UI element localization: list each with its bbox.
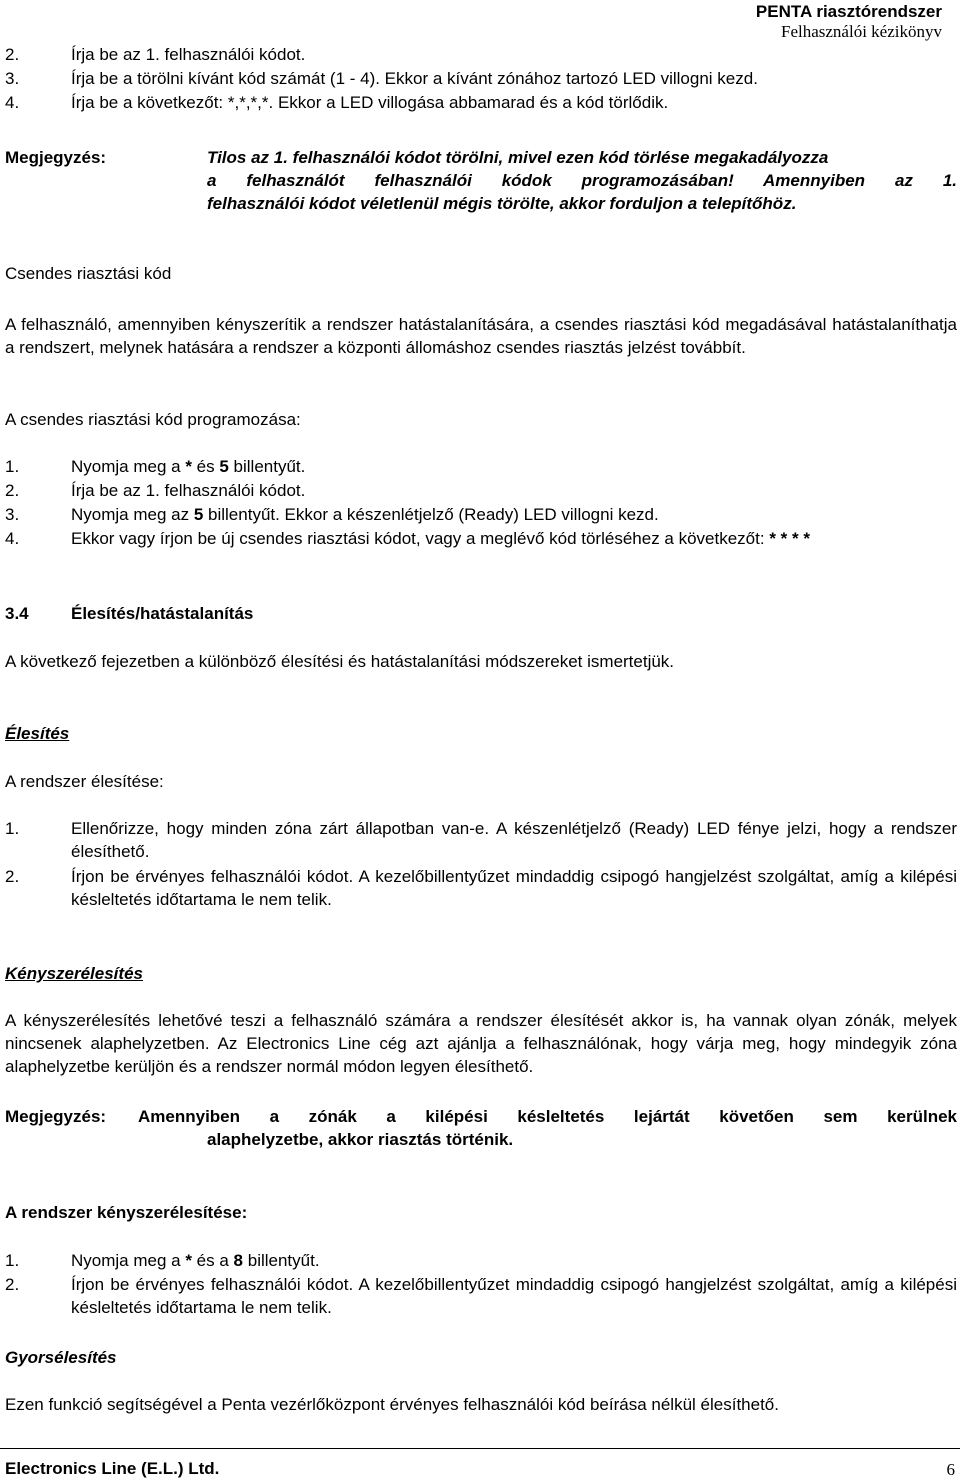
note-line: alaphelyzetbe, akkor riasztás történik. [207,1130,514,1149]
note-line: Tilos az 1. felhasználói kódot törölni, mivel ezen kód törlése megakadályozza [207,148,829,167]
list-number: 1. [5,457,20,476]
list-item [5,527,957,550]
section-heading: Élesítés [5,724,70,743]
list-item [5,479,957,502]
paragraph: A felhasználó, amennyiben kényszerítik a rendszer hatástalanítására, a csendes riasztási kód megadásával hatástalaníthatja a rendszert, melynek hatására a rendszer a központi állomáshoz csendes riasztás jelzést továbbít. [5,315,957,357]
list-number: 1. [5,819,20,838]
section-heading: Csendes riasztási kód [5,264,172,283]
document-header-title: PENTA riasztórendszer [755,2,942,21]
list-item [5,1273,957,1319]
note-text [138,1105,957,1151]
section-number: 3.4 [5,604,29,623]
list-text: Írjon be érvényes felhasználói kódot. A kezelőbillentyűzet mindaddig csipogó hangjelzést szolgáltat, amíg a kilépési késleltetés időtartama le nem telik. [71,1275,957,1317]
list-item [5,455,957,478]
note-line: a felhasználót felhasználói kódok programozásában! Amennyiben az 1. [207,171,957,190]
paragraph: A következő fejezetben a különböző élesítési és hatástalanítási módszereket ismertetjük. [5,652,675,671]
list-number: 2. [5,481,20,500]
list-item [5,817,957,863]
list-number: 4. [5,529,20,548]
paragraph: A kényszerélesítés lehetővé teszi a felhasználó számára a rendszer élesítését akkor is, ha vannak olyan zónák, melyek nincsenek alaphelyzetben. Az Electronics Line cég azt ajánlja a felhasználónak, hogy várja meg, hogy mindegyik zóna alaphelyzetbe kerüljön és a rendszer normál módon legyen élesíthető. [5,1011,957,1076]
note-label: Megjegyzés: [5,1107,107,1126]
list-text: Írja be az 1. felhasználói kódot. [71,481,306,500]
list-number: 3. [5,69,20,88]
sub-label: A rendszer élesítése: [5,772,164,791]
section-title: Élesítés/hatástalanítás [71,604,254,623]
section-heading: Gyorsélesítés [5,1348,117,1367]
list-number: 3. [5,505,20,524]
list-item [5,43,957,66]
list-text: Ekkor vagy írjon be új csendes riasztási kódot, vagy a meglévő kód törléséhez a következőt: * * * * [71,529,810,548]
list-text: Írja be a következőt: *,*,*,*. Ekkor a LED villogása abbamarad és a kód törlődik. [71,93,669,112]
list-item [5,67,957,90]
footer-divider [0,1448,960,1449]
list-item [5,503,957,526]
document-header-subtitle: Felhasználói kézikönyv [781,22,942,41]
list-text: Nyomja meg a * és 5 billentyűt. [71,457,306,476]
list-number: 2. [5,45,20,64]
sub-label: A rendszer kényszerélesítése: [5,1203,248,1222]
list-text: Ellenőrizze, hogy minden zóna zárt állapotban van-e. A készenlétjelző (Ready) LED fénye jelzi, hogy a rendszer élesíthető. [71,819,957,861]
list-number: 4. [5,93,20,112]
note-text [207,146,957,215]
list-number: 1. [5,1251,20,1270]
list-item [5,865,957,911]
list-number: 2. [5,1275,20,1294]
list-text: Írja be az 1. felhasználói kódot. [71,45,306,64]
note-line: felhasználói kódot véletlenül mégis törölte, akkor forduljon a telepítőhöz. [207,194,797,213]
footer-company: Electronics Line (E.L.) Ltd. [5,1459,220,1478]
list-text: Nyomja meg a * és a 8 billentyűt. [71,1251,320,1270]
list-item [5,91,957,114]
list-text: Írjon be érvényes felhasználói kódot. A kezelőbillentyűzet mindaddig csipogó hangjelzést szolgáltat, amíg a kilépési késleltetés időtartama le nem telik. [71,867,957,909]
page-number: 6 [946,1460,955,1479]
list-number: 2. [5,867,20,886]
paragraph: Ezen funkció segítségével a Penta vezérlőközpont érvényes felhasználói kód beírása nélkül élesíthető. [5,1395,779,1414]
note-label: Megjegyzés: [5,148,107,167]
list-text: Nyomja meg az 5 billentyűt. Ekkor a készenlétjelző (Ready) LED villogni kezd. [71,505,659,524]
sub-label: A csendes riasztási kód programozása: [5,410,301,429]
note-line: Amennyiben a zónák a kilépési késleltetés lejártát követően sem kerülnek [138,1107,957,1126]
section-heading: Kényszerélesítés [5,964,143,983]
list-text: Írja be a törölni kívánt kód számát (1 - 4). Ekkor a kívánt zónához tartozó LED villogni kezd. [71,69,758,88]
list-item [5,1249,957,1272]
